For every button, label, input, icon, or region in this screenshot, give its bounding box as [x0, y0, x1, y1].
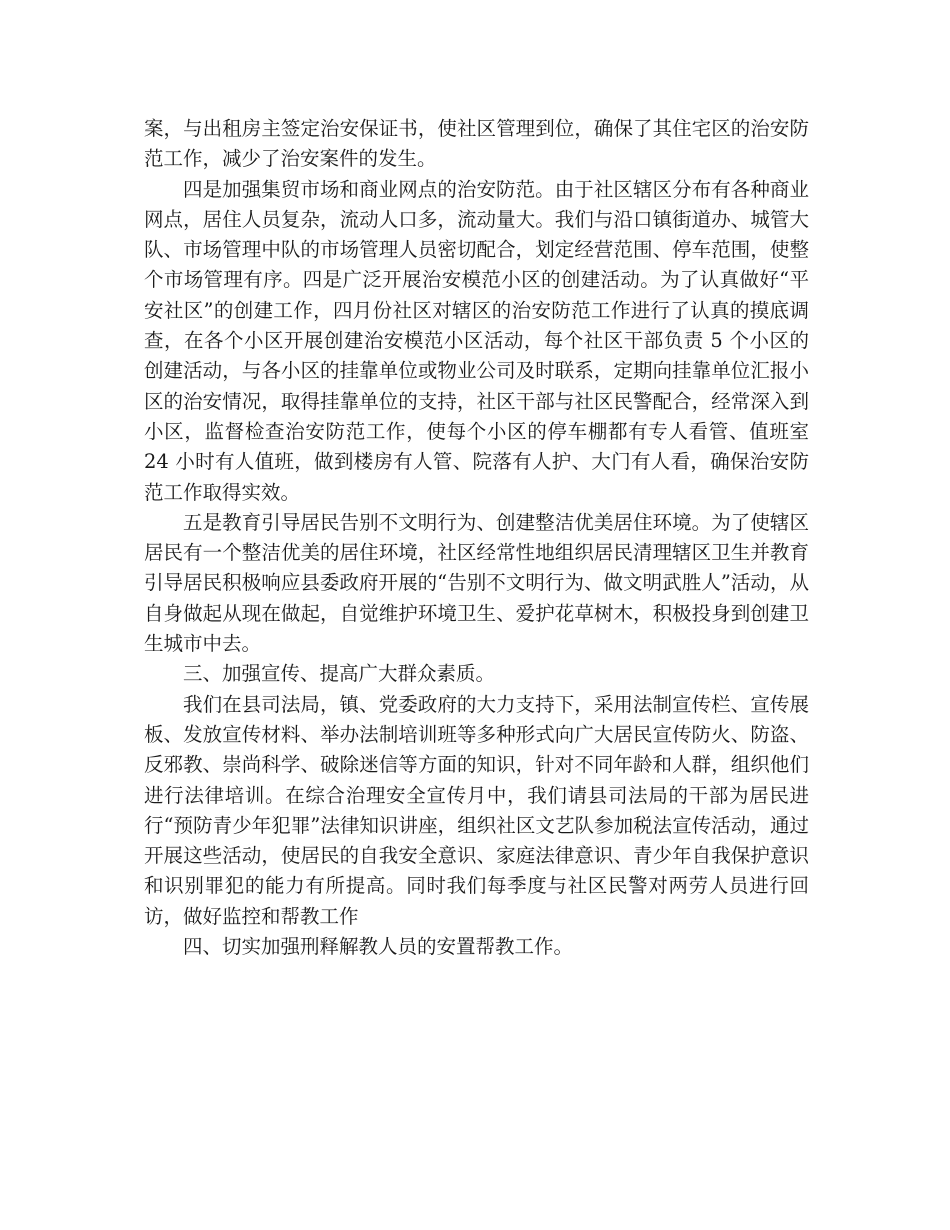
paragraph-continuation: 案，与出租房主签定治安保证书，使社区管理到位，确保了其住宅区的治安防范工作，减少了治安案件的发生。	[144, 117, 809, 171]
paragraph-market-security: 四是加强集贸市场和商业网点的治安防范。由于社区辖区分布有各种商业网点，居住人员复杂，流动人口多，流动量大。我们与沿口镇街道办、城管大队、市场管理中队的市场管理人员密切配合，划定经营范围、停车范围，使整个市场管理有序。四是广泛开展治安模范小区的创建活动。为了认真做好“平安社区”的创建工作，四月份社区对辖区的治安防范工作进行了认真的摸底调查，在各个小区开展创建治安模范小区活动，每个社区干部负责 5 个小区的创建活动，与各小区的挂靠单位或物业公司及时联系，定期向挂靠单位汇报小区的治安情况，取得挂靠单位的支持，社区干部与社区民警配合，经常深入到小区，监督检查治安防范工作，使每个小区的停车棚都有专人看管、值班室 24 小时有人值班，做到楼房有人管、院落有人护、大门有人看，确保治安防范工作取得实效。	[144, 177, 809, 504]
section-heading-publicity: 三、加强宣传、提高广大群众素质。	[183, 662, 496, 686]
paragraph-legal-education: 我们在县司法局，镇、党委政府的大力支持下，采用法制宣传栏、宣传展板、发放宣传材料、举办法制培训班等多种形式向广大居民宣传防火、防盗、反邪教、崇尚科学、破除迷信等方面的知识，针对不同年龄和人群，组织他们进行法律培训。在综合治理安全宣传月中，我们请县司法局的干部为居民进行“预防青少年犯罪”法律知识讲座，组织社区文艺队参加税法宣传活动，通过开展这些活动，使居民的自我安全意识、家庭法律意识、青少年自我保护意识和识别罪犯的能力有所提高。同时我们每季度与社区民警对两劳人员进行回访，做好监控和帮教工作	[144, 692, 809, 928]
section-heading-resettlement: 四、切实加强刑释解教人员的安置帮教工作。	[183, 935, 574, 959]
document-body	[144, 114, 809, 962]
paragraph-civilized-behavior: 五是教育引导居民告别不文明行为、创建整洁优美居住环境。为了使辖区居民有一个整洁优美的居住环境，社区经常性地组织居民清理辖区卫生并教育引导居民积极响应县委政府开展的“告别不文明行为、做文明武胜人”活动，从自身做起从现在做起，自觉维护环境卫生、爱护花草树木，积极投身到创建卫生城市中去。	[144, 510, 809, 656]
